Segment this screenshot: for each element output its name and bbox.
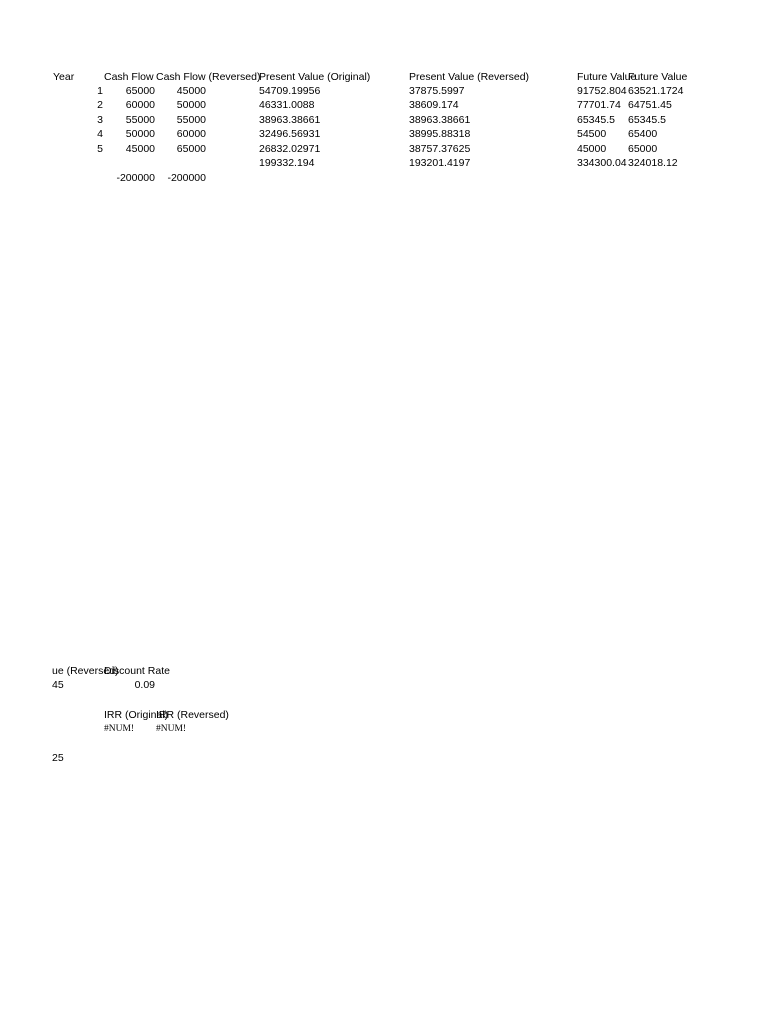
irr-reversed-value: #NUM! <box>156 724 187 734</box>
initial-investment-reversed: -200000 <box>167 172 206 184</box>
header-year: Year <box>53 71 75 83</box>
header-fv-original: Future Value <box>577 71 637 83</box>
cell-fv-original: 77701.74 <box>577 99 621 111</box>
initial-investment-original: -200000 <box>116 172 155 184</box>
total-pv-reversed: 193201.4197 <box>409 157 471 169</box>
total-fv-reversed: 324018.12 <box>628 157 678 169</box>
cell-fv-reversed: 64751.45 <box>628 99 672 111</box>
bottom-value: 25 <box>52 752 64 764</box>
irr-reversed-label: IRR (Reversed) <box>156 709 229 721</box>
cell-fv-original: 54500 <box>577 128 607 140</box>
header-cash-flow-reversed: Cash Flow (Reversed) <box>156 71 261 83</box>
cell-pv-reversed: 37875.5997 <box>409 85 465 97</box>
cell-fv-reversed: 63521.1724 <box>628 85 684 97</box>
cell-year: 5 <box>97 143 103 155</box>
truncated-value: 45 <box>52 679 64 691</box>
cell-pv-original: 46331.0088 <box>259 99 315 111</box>
cell-cash-flow: 50000 <box>125 128 155 140</box>
cell-pv-original: 38963.38661 <box>259 114 321 126</box>
irr-original-label: IRR (Original) <box>104 709 169 721</box>
cell-cash-flow: 60000 <box>125 99 155 111</box>
cell-pv-original: 26832.02971 <box>259 143 321 155</box>
cell-pv-original: 32496.56931 <box>259 128 321 140</box>
cell-year: 3 <box>97 114 103 126</box>
header-cash-flow: Cash Flow <box>104 71 154 83</box>
discount-rate-value: 0.09 <box>134 679 155 691</box>
total-pv-original: 199332.194 <box>259 157 315 169</box>
header-fv-reversed: Future Value <box>628 71 688 83</box>
cell-cash-flow-reversed: 50000 <box>176 99 206 111</box>
cell-cash-flow: 65000 <box>125 85 155 97</box>
cell-fv-original: 91752.804 <box>577 85 627 97</box>
cell-fv-reversed: 65400 <box>628 128 658 140</box>
total-fv-original: 334300.04 <box>577 157 627 169</box>
cell-pv-reversed: 38995.88318 <box>409 128 471 140</box>
cell-pv-reversed: 38757.37625 <box>409 143 471 155</box>
cell-pv-reversed: 38609.174 <box>409 99 459 111</box>
cell-year: 2 <box>97 99 103 111</box>
irr-original-value: #NUM! <box>104 724 135 734</box>
cell-cash-flow: 55000 <box>125 114 155 126</box>
cell-year: 4 <box>97 128 103 140</box>
cell-fv-original: 45000 <box>577 143 607 155</box>
cell-fv-reversed: 65000 <box>628 143 658 155</box>
header-pv-reversed: Present Value (Reversed) <box>409 71 530 83</box>
cell-cash-flow-reversed: 55000 <box>176 114 206 126</box>
cell-pv-reversed: 38963.38661 <box>409 114 471 126</box>
cell-cash-flow-reversed: 65000 <box>176 143 206 155</box>
truncated-header: ue (Reversed) <box>52 665 119 677</box>
cell-fv-reversed: 65345.5 <box>628 114 666 126</box>
cell-year: 1 <box>97 85 103 97</box>
cell-cash-flow: 45000 <box>125 143 155 155</box>
cell-cash-flow-reversed: 60000 <box>176 128 206 140</box>
header-pv-original: Present Value (Original) <box>259 71 371 83</box>
cell-cash-flow-reversed: 45000 <box>176 85 206 97</box>
cell-fv-original: 65345.5 <box>577 114 615 126</box>
discount-rate-label: Discount Rate <box>104 665 170 677</box>
cell-pv-original: 54709.19956 <box>259 85 321 97</box>
